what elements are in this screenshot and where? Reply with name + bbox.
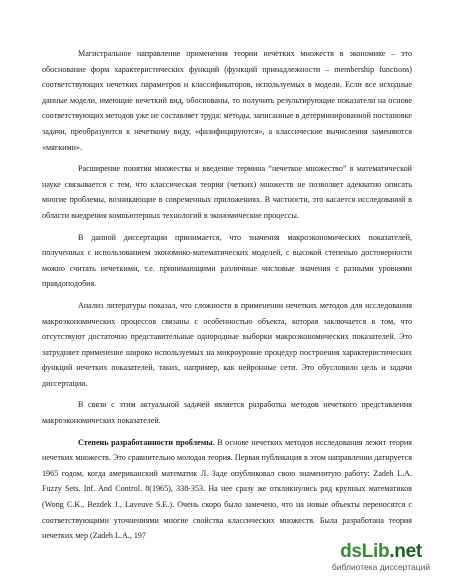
paragraph-3: [42, 230, 412, 292]
document-body: [42, 46, 412, 550]
paragraph-5: [42, 397, 412, 428]
paragraph-3-text: В данной диссертации принимается, что значения макроэкономических показателей, полученных с использованием экономико-математических моделей, с высокой степенью достоверности можно считать нечеткими, т.е. принимающими различные числовые значения с разными уровнями правдоподобия.: [42, 232, 412, 289]
paragraph-1: [42, 46, 412, 155]
paragraph-6-text: В основе нечетких методов исследования лежит теория нечетких множеств. Это сравнительно молодая теория. Первая публикация в этом направлении датируется 1965 годом, когда американский математик Л. Заде опубликовал свою знаменитую работу: Zadeh L.A. Fuzzy Sets. Inf. And Control. 8(1965), 338-353. На нее сразу же откликнулись ряд крупных математиков (Wong C.K., Bezdek J., Laveuve S.E.). Очень скоро было замечено, что на новые объекты переносятся с соответствующими уточнениями многие свойства классических множеств. Была разработана теория нечетких мер (Zadeh L.A., 197: [42, 437, 413, 541]
paragraph-1-text: Магистральное направление применения теории нечетких множеств в экономике – это обоснование форм характеристических функций (функций принадлежности – membership functions) соответствующих нечетких параметров и классификаторов, используемых в модели. Если все исходные данные модели, имеющие нечеткий вид, обоснованы, то получить результирующие показатели на основе соответствующих методов уже не составляет труда: методы, записанные в детерминированной постановке задачи, преобразуются к нечеткому виду, «фазифицируются», а классические вычисления заменяются «мягкими».: [42, 49, 412, 152]
paragraph-4-text: Анализ литературы показал, что сложности в применении нечетких методов для исследования макроэкономических процессов связаны с особенностью объекта, которая заключается в том, что отсутствуют достаточно представительные однородные выборки макроэкономических показателей. Это затрудняет применение широко используемых на микроуровне процедур построения характеристических функций нечетких показателей, таких, например, как нейронные сети. Это обусловило цель и задачи диссертации.: [42, 300, 412, 388]
paragraph-5-text: В связи с этим актуальной задачей является разработка методов нечеткого представления макроэкономических показателей.: [42, 400, 412, 426]
section-heading-development-degree: Степень разработанности проблемы.: [78, 437, 215, 447]
dslib-logo-main: dsLib: [340, 541, 390, 562]
dslib-watermark: [322, 542, 440, 576]
paragraph-2: [42, 161, 412, 223]
paragraph-4: [42, 298, 412, 392]
dslib-logo-domain: .net: [389, 541, 422, 562]
paragraph-2-text: Расширение понятия множества и введение термина “нечеткое множество” в математической науке связывается с тем, что классическая теория (четких) множеств не позволяет адекватно описать многие проблемы, возникающие в современных приложениях. В частности, это касается исследований в области внедрения компьютерных технологий в экономические процессы.: [42, 164, 412, 220]
paragraph-6: [42, 435, 412, 544]
dslib-logo: [322, 542, 440, 562]
dslib-subtitle: библиотека диссертаций: [331, 562, 431, 572]
